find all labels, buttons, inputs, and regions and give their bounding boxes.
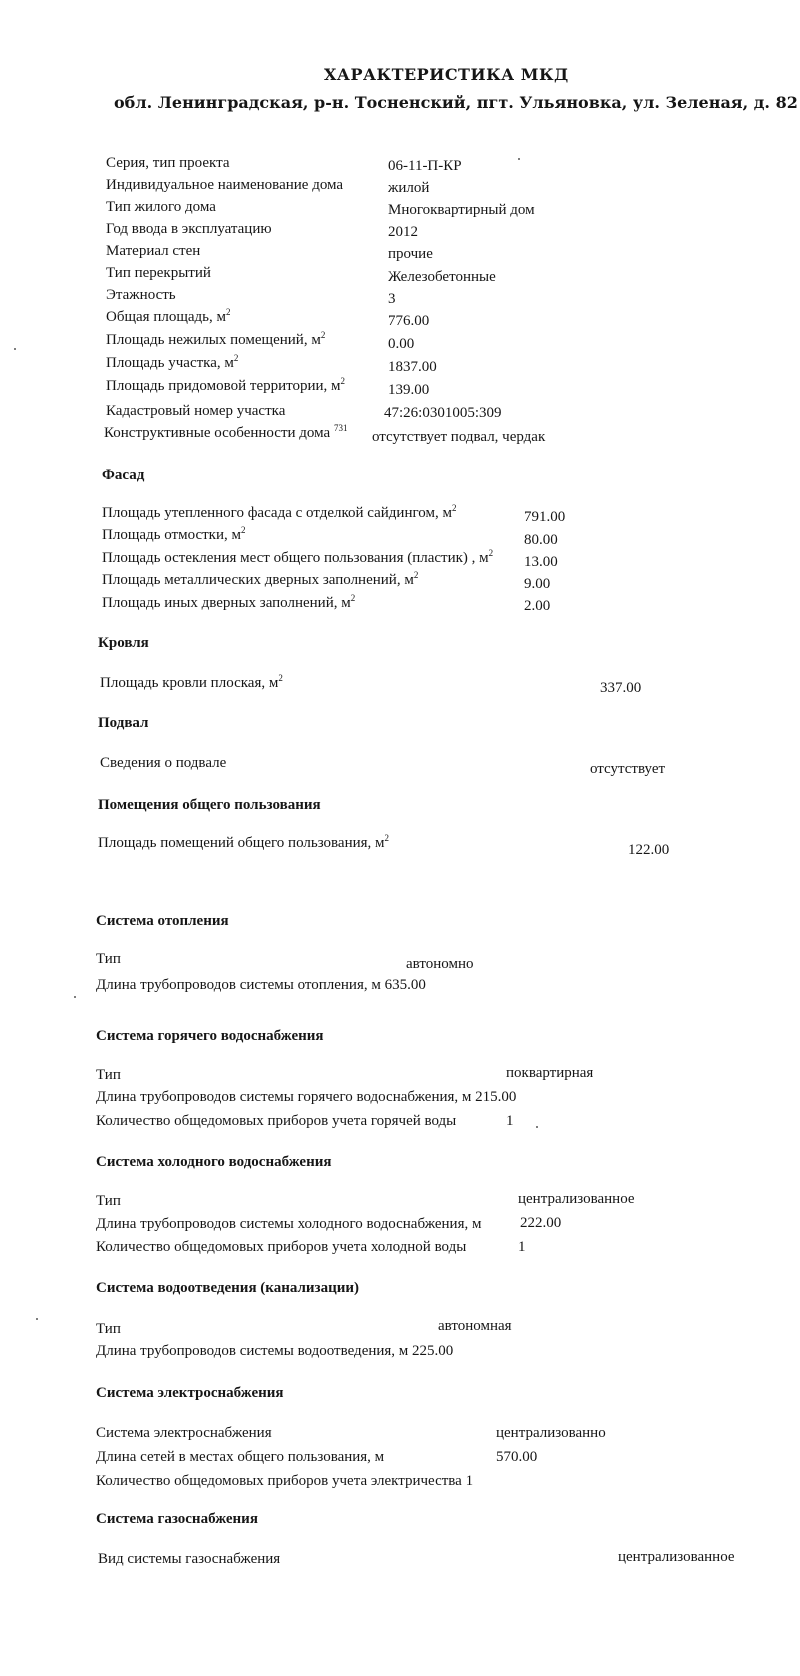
section-heading-heating: Система отопления <box>96 913 229 929</box>
roof-label: Площадь кровли плоская, $м^2$ <box>100 673 283 691</box>
facade-label: Площадь отмостки, $м^2$ <box>102 525 246 543</box>
hot-water-length: Длина трубопроводов системы горячего водоснабжения, м 215.00 <box>96 1089 517 1105</box>
sewerage-length: Длина трубопроводов системы водоотведения, м 225.00 <box>96 1343 454 1359</box>
section-heading-roof: Кровля <box>98 635 149 651</box>
general-value: 3 <box>388 291 396 307</box>
scan-speck <box>74 996 76 998</box>
facade-value: 80.00 <box>524 532 558 548</box>
general-value: отсутствует подвал, чердак <box>372 429 546 445</box>
general-label: Площадь участка, $м^2$ <box>106 353 239 371</box>
gas-value: централизованное <box>618 1549 735 1565</box>
general-label: Площадь придомовой территории, $м^2$ <box>106 376 346 394</box>
electricity-length-value: 570.00 <box>496 1449 538 1465</box>
common-areas-label: Площадь помещений общего пользования, $м^2$ <box>98 833 390 851</box>
general-label: Площадь нежилых помещений, $м^2$ <box>106 330 326 348</box>
hot-water-type-label: Тип <box>96 1067 121 1083</box>
section-heading-hot-water: Система горячего водоснабжения <box>96 1028 324 1044</box>
section-heading-facade: Фасад <box>102 467 145 483</box>
heating-length: Длина трубопроводов системы отопления, м 635.00 <box>96 977 426 993</box>
general-value: жилой <box>388 180 430 196</box>
general-label: Кадастровый номер участка <box>106 403 286 419</box>
sewerage-type-value: автономная <box>438 1318 512 1334</box>
scan-speck <box>518 158 520 160</box>
general-value: 776.00 <box>388 313 430 329</box>
facade-label: Площадь остекления мест общего пользования (пластик) , $м^2$ <box>102 548 494 566</box>
cold-water-length-label: Длина трубопроводов системы холодного водоснабжения, м <box>96 1216 482 1232</box>
scan-speck <box>36 1318 38 1320</box>
basement-label: Сведения о подвале <box>100 755 227 771</box>
general-label: Этажность <box>106 287 176 303</box>
facade-label: Площадь иных дверных заполнений, $м^2$ <box>102 593 356 611</box>
electricity-meters: Количество общедомовых приборов учета электричества 1 <box>96 1473 474 1489</box>
hot-water-meters-label: Количество общедомовых приборов учета горячей воды <box>96 1113 457 1129</box>
heating-type-value: автономно <box>406 956 474 972</box>
electricity-length-label: Длина сетей в местах общего пользования, м <box>96 1449 385 1465</box>
facade-value: 9.00 <box>524 576 551 592</box>
cold-water-type-value: централизованное <box>518 1191 635 1207</box>
general-value: 1837.00 <box>388 359 437 375</box>
general-value: прочие <box>388 246 433 262</box>
general-value: 2012 <box>388 224 418 240</box>
general-value: 139.00 <box>388 382 430 398</box>
section-heading-common-areas: Помещения общего пользования <box>98 797 321 813</box>
document-address: обл. Ленинградская, р-н. Тосненский, пгт. Ульяновка, ул. Зеленая, д. 82 <box>114 93 798 112</box>
scan-speck <box>14 348 16 350</box>
electricity-system-value: централизованно <box>496 1425 606 1441</box>
cold-water-type-label: Тип <box>96 1193 121 1209</box>
facade-value: 2.00 <box>524 598 551 614</box>
basement-value: отсутствует <box>590 761 666 777</box>
document-title: ХАРАКТЕРИСТИКА МКД <box>324 65 569 84</box>
heating-type-label: Тип <box>96 951 121 967</box>
general-label: Индивидуальное наименование дома <box>106 177 344 193</box>
general-label: Тип жилого дома <box>106 199 216 215</box>
facade-value: 791.00 <box>524 509 566 525</box>
section-heading-electricity: Система электроснабжения <box>96 1385 284 1401</box>
general-label: Конструктивные особенности дома $^{731}$ <box>104 423 348 441</box>
general-label: Общая площадь, $м^2$ <box>106 307 231 325</box>
roof-value: 337.00 <box>600 680 642 696</box>
gas-label: Вид системы газоснабжения <box>98 1551 281 1567</box>
general-label: Тип перекрытий <box>106 265 211 281</box>
general-value: Многоквартирный дом <box>388 202 535 218</box>
facade-label: Площадь утепленного фасада с отделкой сайдингом, $м^2$ <box>102 503 457 521</box>
general-label: Серия, тип проекта <box>106 155 230 171</box>
facade-value: 13.00 <box>524 554 558 570</box>
electricity-system-label: Система электроснабжения <box>96 1425 272 1441</box>
general-label: Материал стен <box>106 243 201 259</box>
sewerage-type-label: Тип <box>96 1321 121 1337</box>
hot-water-meters-value: 1 <box>506 1113 514 1129</box>
cold-water-length-value: 222.00 <box>520 1215 562 1231</box>
section-heading-basement: Подвал <box>98 715 149 731</box>
section-heading-sewerage: Система водоотведения (канализации) <box>96 1280 359 1296</box>
facade-label: Площадь металлических дверных заполнений, $м^2$ <box>102 570 419 588</box>
section-heading-cold-water: Система холодного водоснабжения <box>96 1154 332 1170</box>
general-value: 0.00 <box>388 336 415 352</box>
general-label: Год ввода в эксплуатацию <box>106 221 272 237</box>
scan-speck <box>536 1126 538 1128</box>
section-heading-gas: Система газоснабжения <box>96 1511 258 1527</box>
cold-water-meters-value: 1 <box>518 1239 526 1255</box>
general-value: 47:26:0301005:309 <box>384 405 502 421</box>
common-areas-value: 122.00 <box>628 842 670 858</box>
general-value: 06-11-П-КР <box>388 158 462 174</box>
cold-water-meters-label: Количество общедомовых приборов учета холодной воды <box>96 1239 467 1255</box>
hot-water-type-value: поквартирная <box>506 1065 594 1081</box>
general-value: Железобетонные <box>388 269 496 285</box>
